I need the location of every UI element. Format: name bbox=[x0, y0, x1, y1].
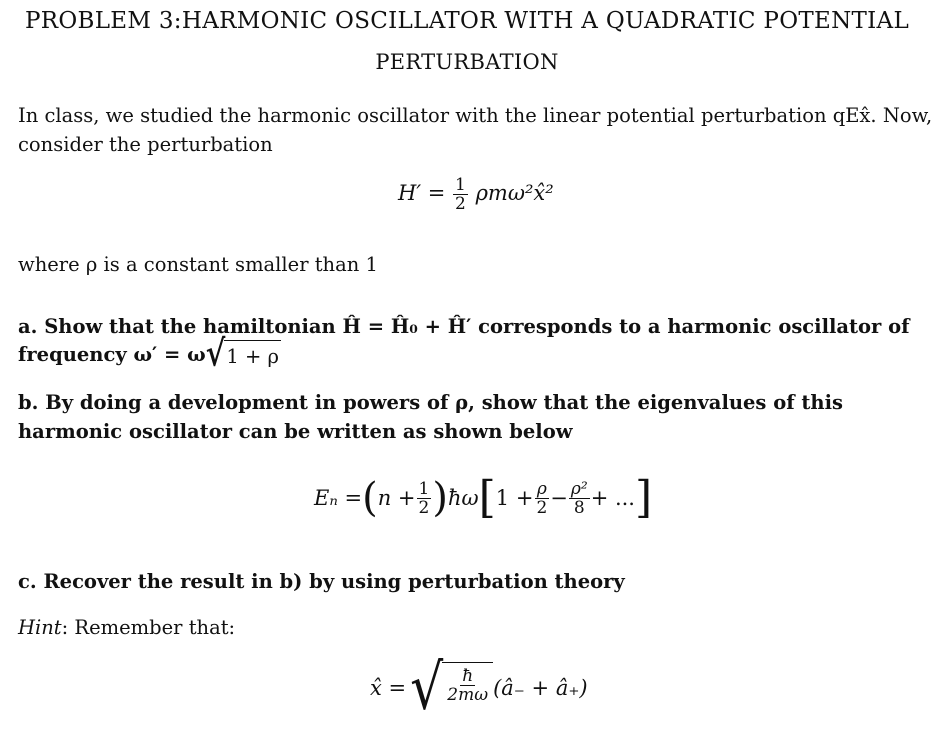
problem-title-line2: PERTURBATION bbox=[375, 50, 559, 74]
equation-h-fraction bbox=[453, 176, 468, 213]
equation-e-one-plus: 1 + bbox=[495, 486, 534, 510]
problem-title-line1: PROBLEM 3:HARMONIC OSCILLATOR WITH A QUADRATIC POTENTIAL bbox=[24, 8, 910, 34]
left-bracket-icon: [ bbox=[478, 472, 496, 523]
equation-e-lhs: Eₙ = bbox=[314, 486, 363, 510]
equation-h-frac-num: 1 bbox=[455, 175, 466, 195]
equation-energy bbox=[314, 472, 653, 523]
intro-line1: In class, we studied the harmonic oscillator with the linear potential perturbation qEx̂. Now, bbox=[18, 104, 933, 127]
left-paren-icon: ( bbox=[362, 475, 378, 521]
equation-e-rho2-frac bbox=[569, 480, 590, 517]
equation-e-half bbox=[417, 480, 432, 517]
where-text: where ρ is a constant smaller than 1 bbox=[18, 253, 378, 276]
equation-x-rhs: (â₋ + â₊) bbox=[493, 676, 588, 700]
equation-x-frac-den: 2mω bbox=[447, 685, 489, 705]
hint-text: : Remember that: bbox=[61, 616, 236, 639]
equation-h-frac-den: 2 bbox=[455, 194, 466, 214]
radical-sign-icon: √ bbox=[410, 652, 444, 724]
equation-x-hat bbox=[370, 652, 588, 724]
part-a-sqrt-content: 1 + ρ bbox=[224, 340, 281, 371]
equation-e-n-plus: n + bbox=[377, 486, 416, 510]
part-b-line2: harmonic oscillator can be written as shown below bbox=[18, 420, 573, 443]
hint-label: Hint bbox=[18, 616, 62, 639]
equation-h-rhs: ρmω²x̂² bbox=[475, 181, 554, 205]
equation-e-rho2-den: 8 bbox=[573, 497, 585, 518]
equation-e-rho-den: 2 bbox=[536, 497, 548, 518]
radical-sign-icon: √ bbox=[205, 333, 226, 376]
part-a-line1: a. Show that the hamiltonian Ĥ = Ĥ₀ + Ĥ′ corresponds to a harmonic oscillator of bbox=[18, 315, 910, 338]
equation-e-hbar-omega: ħω bbox=[447, 486, 479, 510]
intro-line2: consider the perturbation bbox=[18, 133, 273, 156]
right-paren-icon: ) bbox=[432, 475, 448, 521]
equation-e-tail: + ... bbox=[590, 486, 635, 510]
equation-e-rho-frac bbox=[534, 480, 549, 517]
equation-x-sqrt bbox=[410, 652, 493, 724]
equation-x-sqrt-content bbox=[442, 662, 493, 714]
part-a-sqrt bbox=[205, 333, 281, 376]
equation-x-lhs: x̂ = bbox=[370, 676, 407, 700]
part-b-line1: b. By doing a development in powers of ρ, show that the eigenvalues of this bbox=[18, 391, 843, 414]
right-bracket-icon: ] bbox=[634, 472, 653, 523]
equation-e-minus: − bbox=[550, 486, 568, 510]
hint-line bbox=[18, 614, 235, 642]
part-c-line1: c. Recover the result in b) by using perturbation theory bbox=[18, 570, 625, 593]
equation-e-rho-num: ρ bbox=[536, 478, 547, 499]
part-a-frequency-prefix: frequency ω′ = ω bbox=[18, 343, 206, 366]
part-a-line2 bbox=[18, 333, 281, 376]
equation-x-frac-num: ħ bbox=[462, 666, 474, 686]
equation-h-lhs: H′ = bbox=[398, 181, 446, 205]
equation-e-half-num: 1 bbox=[418, 478, 430, 499]
equation-e-rho2-num: ρ² bbox=[570, 478, 588, 499]
equation-x-fraction bbox=[445, 667, 490, 704]
equation-e-half-den: 2 bbox=[418, 497, 430, 518]
equation-h-prime bbox=[398, 176, 554, 213]
